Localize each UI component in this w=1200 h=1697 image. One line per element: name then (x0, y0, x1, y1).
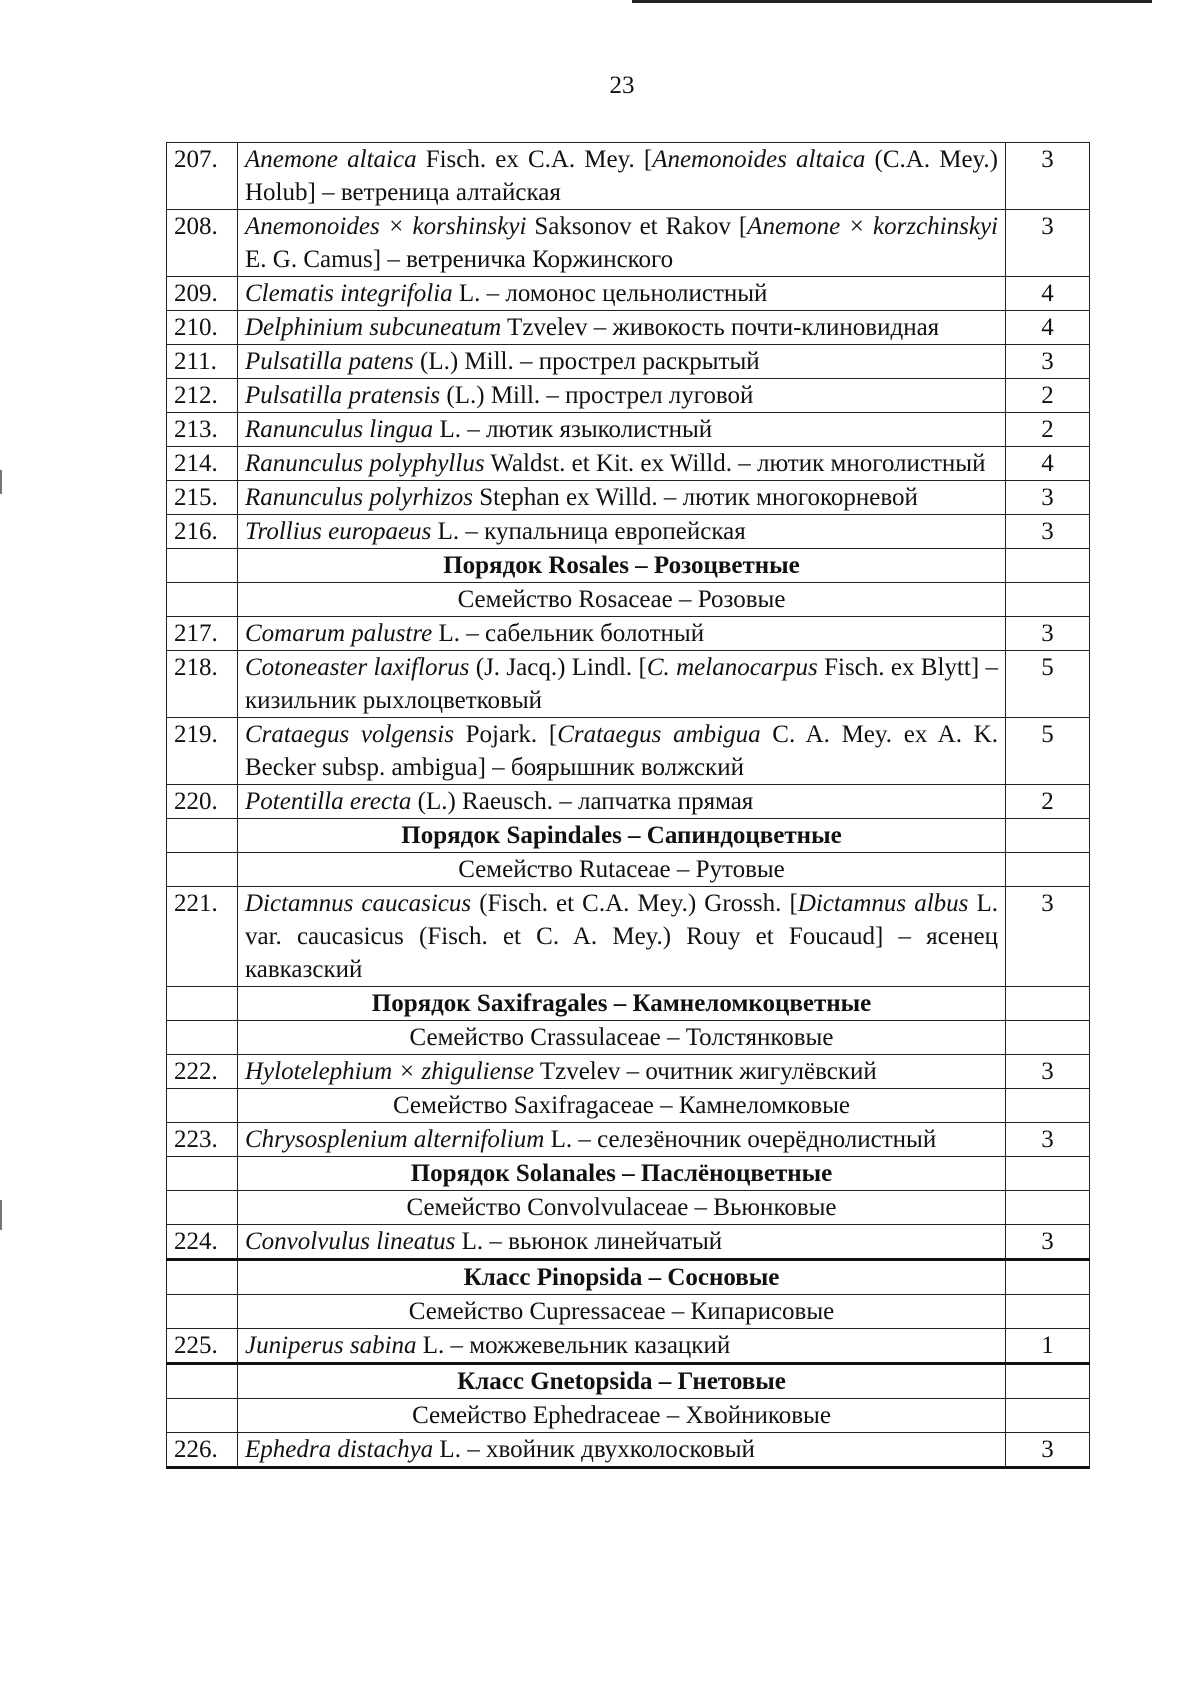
synonym-author-and-common-name: Fisch. ex Blytt] – кизильник рыхлоцветковый (245, 654, 998, 714)
family-heading: Семейство Saxifragaceae – Камнеломковые (238, 1089, 1006, 1123)
family-heading: Семейство Convolvulaceae – Вьюнковые (238, 1191, 1006, 1225)
empty-category-cell (1006, 1295, 1090, 1329)
rarity-category: 3 (1006, 887, 1090, 987)
latin-name: Pulsatilla pratensis (245, 382, 441, 409)
order-heading: Порядок Rosales – Розоцветные (238, 549, 1006, 583)
author-and-common-name: L. – селезёночник очерёднолистный (544, 1126, 937, 1153)
row-number: 221. (167, 887, 238, 987)
species-row (167, 311, 1090, 345)
family-row (167, 583, 1090, 617)
rarity-category: 3 (1006, 1225, 1090, 1260)
class-row (167, 1364, 1090, 1399)
rarity-category: 3 (1006, 210, 1090, 277)
synonym-author-and-common-name: C. A. Mey. ex A. K. Becker subsp. ambigua] – боярышник волжский (245, 721, 998, 781)
family-row (167, 1021, 1090, 1055)
order-heading: Порядок Sapindales – Сапиндоцветные (238, 819, 1006, 853)
row-number: 224. (167, 1225, 238, 1260)
rarity-category: 3 (1006, 617, 1090, 651)
rarity-category: 2 (1006, 413, 1090, 447)
species-row (167, 1225, 1090, 1260)
latin-name: Dictamnus caucasicus (245, 890, 472, 917)
rarity-category: 4 (1006, 447, 1090, 481)
order-row (167, 819, 1090, 853)
family-heading: Семейство Rosaceae – Розовые (238, 583, 1006, 617)
species-row (167, 210, 1090, 277)
species-row (167, 617, 1090, 651)
species-row (167, 1055, 1090, 1089)
empty-category-cell (1006, 1191, 1090, 1225)
order-heading: Порядок Solanales – Паслёноцветные (238, 1157, 1006, 1191)
species-name (238, 481, 1006, 515)
species-table (166, 142, 1090, 1469)
empty-number-cell (167, 1157, 238, 1191)
species-name (238, 311, 1006, 345)
species-name (238, 1329, 1006, 1364)
species-name (238, 785, 1006, 819)
empty-number-cell (167, 1399, 238, 1433)
species-name (238, 277, 1006, 311)
latin-name: Clematis integrifolia (245, 280, 453, 307)
empty-category-cell (1006, 583, 1090, 617)
rarity-category: 3 (1006, 345, 1090, 379)
row-number: 220. (167, 785, 238, 819)
row-number: 218. (167, 651, 238, 718)
species-name (238, 515, 1006, 549)
species-name (238, 345, 1006, 379)
species-row (167, 143, 1090, 210)
latin-name: Ranunculus polyrhizos (245, 484, 474, 511)
rarity-category: 2 (1006, 785, 1090, 819)
empty-category-cell (1006, 1260, 1090, 1295)
latin-name: Comarum palustre (245, 620, 433, 647)
empty-number-cell (167, 1089, 238, 1123)
species-name (238, 1225, 1006, 1260)
family-row (167, 1295, 1090, 1329)
latin-name: Anemonoides × korshinskyi (245, 213, 527, 240)
rarity-category: 4 (1006, 311, 1090, 345)
rarity-category: 1 (1006, 1329, 1090, 1364)
empty-number-cell (167, 1260, 238, 1295)
empty-number-cell (167, 1191, 238, 1225)
row-number: 225. (167, 1329, 238, 1364)
class-heading: Класс Gnetopsida – Гнетовые (238, 1364, 1006, 1399)
species-row (167, 379, 1090, 413)
latin-name: Juniperus sabina (245, 1332, 417, 1359)
species-name (238, 447, 1006, 481)
class-row (167, 1260, 1090, 1295)
row-number: 210. (167, 311, 238, 345)
empty-number-cell (167, 1364, 238, 1399)
latin-name: Trollius europaeus (245, 518, 432, 545)
latin-name: Delphinium subcuneatum (245, 314, 502, 341)
latin-synonym: Crataegus ambigua (557, 721, 761, 748)
author-and-common-name: Stephan ex Willd. – лютик многокорневой (473, 484, 918, 511)
empty-number-cell (167, 1021, 238, 1055)
species-name (238, 379, 1006, 413)
empty-number-cell (167, 1295, 238, 1329)
row-number: 219. (167, 718, 238, 785)
species-row (167, 447, 1090, 481)
author-and-common-name: (Fisch. et C.A. Mey.) Grossh. [ (471, 890, 798, 917)
empty-category-cell (1006, 1399, 1090, 1433)
species-row (167, 785, 1090, 819)
order-row (167, 987, 1090, 1021)
empty-category-cell (1006, 1089, 1090, 1123)
empty-category-cell (1006, 819, 1090, 853)
species-row (167, 651, 1090, 718)
rarity-category: 3 (1006, 1123, 1090, 1157)
rarity-category: 5 (1006, 651, 1090, 718)
row-number: 212. (167, 379, 238, 413)
latin-name: Pulsatilla patens (245, 348, 414, 375)
species-name (238, 1055, 1006, 1089)
empty-category-cell (1006, 1364, 1090, 1399)
author-and-common-name: Fisch. ex C.A. Mey. [ (416, 146, 653, 173)
species-name (238, 1433, 1006, 1468)
row-number: 207. (167, 143, 238, 210)
species-row (167, 413, 1090, 447)
author-and-common-name: L. – хвойник двухколосковый (433, 1436, 755, 1463)
class-heading: Класс Pinopsida – Сосновые (238, 1260, 1006, 1295)
author-and-common-name: L. – вьюнок линейчатый (455, 1228, 723, 1255)
species-name (238, 617, 1006, 651)
latin-name: Crataegus volgensis (245, 721, 454, 748)
empty-category-cell (1006, 987, 1090, 1021)
latin-name: Anemone altaica (245, 146, 417, 173)
latin-name: Hylotelephium × zhiguliense (245, 1058, 535, 1085)
author-and-common-name: L. – можжевельник казацкий (416, 1332, 731, 1359)
synonym-author-and-common-name: E. G. Camus] – ветреничка Коржинского (245, 246, 674, 273)
author-and-common-name: (L.) Mill. – прострел луговой (440, 382, 754, 409)
species-name (238, 1123, 1006, 1157)
species-row (167, 277, 1090, 311)
latin-name: Ranunculus lingua (245, 416, 434, 443)
rarity-category: 3 (1006, 1433, 1090, 1468)
author-and-common-name: Tzvelev – живокость почти-клиновидная (501, 314, 940, 341)
author-and-common-name: (L.) Raeusch. – лапчатка прямая (411, 788, 754, 815)
rarity-category: 5 (1006, 718, 1090, 785)
author-and-common-name: L. – лютик языколистный (433, 416, 713, 443)
scan-edge-mark (0, 1200, 2, 1230)
rarity-category: 4 (1006, 277, 1090, 311)
species-name (238, 143, 1006, 210)
family-heading: Семейство Rutaceae – Рутовые (238, 853, 1006, 887)
empty-category-cell (1006, 1157, 1090, 1191)
row-number: 226. (167, 1433, 238, 1468)
author-and-common-name: Waldst. et Kit. ex Willd. – лютик многолистный (484, 450, 986, 477)
empty-category-cell (1006, 1021, 1090, 1055)
row-number: 215. (167, 481, 238, 515)
row-number: 217. (167, 617, 238, 651)
latin-name: Chrysosplenium alternifolium (245, 1126, 545, 1153)
species-name (238, 413, 1006, 447)
row-number: 208. (167, 210, 238, 277)
species-name (238, 210, 1006, 277)
synonym-author-and-common-name: L. var. caucasicus (Fisch. et C. A. Mey.) Rouy et Foucaud] – ясенец кавказский (245, 890, 999, 983)
order-row (167, 1157, 1090, 1191)
author-and-common-name: Tzvelev – очитник жигулёвский (534, 1058, 877, 1085)
scan-edge-mark (0, 470, 2, 494)
row-number: 213. (167, 413, 238, 447)
author-and-common-name: (J. Jacq.) Lindl. [ (469, 654, 647, 681)
row-number: 214. (167, 447, 238, 481)
synonym-author-and-common-name: (C.A. Mey.) Holub] – ветреница алтайская (245, 146, 998, 206)
family-row (167, 1191, 1090, 1225)
latin-synonym: Anemone × korzchinskyi (747, 213, 998, 240)
author-and-common-name: Saksonov et Rakov [ (526, 213, 748, 240)
row-number: 222. (167, 1055, 238, 1089)
rarity-category: 2 (1006, 379, 1090, 413)
latin-name: Ephedra distachya (245, 1436, 434, 1463)
latin-synonym: Anemonoides altaica (652, 146, 866, 173)
species-row (167, 345, 1090, 379)
species-row (167, 1433, 1090, 1468)
author-and-common-name: Pojark. [ (453, 721, 558, 748)
empty-number-cell (167, 853, 238, 887)
species-row (167, 1123, 1090, 1157)
order-heading: Порядок Saxifragales – Камнеломкоцветные (238, 987, 1006, 1021)
empty-number-cell (167, 583, 238, 617)
species-row (167, 1329, 1090, 1364)
empty-number-cell (167, 987, 238, 1021)
family-heading: Семейство Crassulaceae – Толстянковые (238, 1021, 1006, 1055)
rarity-category: 3 (1006, 143, 1090, 210)
header-rule (632, 0, 1152, 3)
species-row (167, 887, 1090, 987)
author-and-common-name: L. – ломонос цельнолистный (452, 280, 768, 307)
family-heading: Семейство Ephedraceae – Хвойниковые (238, 1399, 1006, 1433)
latin-name: Convolvulus lineatus (245, 1228, 456, 1255)
empty-category-cell (1006, 853, 1090, 887)
rarity-category: 3 (1006, 481, 1090, 515)
latin-name: Potentilla erecta (245, 788, 412, 815)
species-row (167, 515, 1090, 549)
page-number: 23 (609, 72, 635, 99)
author-and-common-name: L. – купальница европейская (431, 518, 746, 545)
latin-synonym: Dictamnus albus (797, 890, 969, 917)
family-row (167, 1089, 1090, 1123)
species-row (167, 481, 1090, 515)
author-and-common-name: (L.) Mill. – прострел раскрытый (413, 348, 760, 375)
species-name (238, 718, 1006, 785)
author-and-common-name: L. – сабельник болотный (432, 620, 705, 647)
order-row (167, 549, 1090, 583)
latin-name: Cotoneaster laxiflorus (245, 654, 470, 681)
empty-number-cell (167, 549, 238, 583)
row-number: 209. (167, 277, 238, 311)
row-number: 216. (167, 515, 238, 549)
latin-name: Ranunculus polyphyllus (245, 450, 485, 477)
species-name (238, 651, 1006, 718)
species-row (167, 718, 1090, 785)
row-number: 211. (167, 345, 238, 379)
latin-synonym: C. melanocarpus (646, 654, 818, 681)
rarity-category: 3 (1006, 1055, 1090, 1089)
rarity-category: 3 (1006, 515, 1090, 549)
family-row (167, 853, 1090, 887)
empty-number-cell (167, 819, 238, 853)
family-heading: Семейство Cupressaceae – Кипарисовые (238, 1295, 1006, 1329)
row-number: 223. (167, 1123, 238, 1157)
empty-category-cell (1006, 549, 1090, 583)
family-row (167, 1399, 1090, 1433)
species-name (238, 887, 1006, 987)
